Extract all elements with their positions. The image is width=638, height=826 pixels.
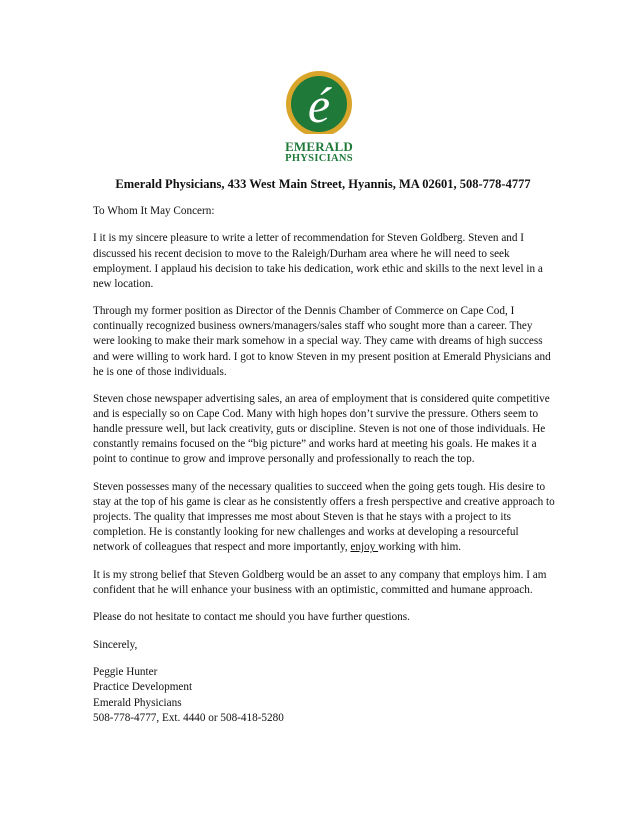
- logo-word-emerald: EMERALD: [285, 139, 353, 154]
- paragraph-4-end: working with him.: [378, 541, 462, 554]
- paragraph-3: Steven chose newspaper advertising sales, an area of employment that is considered quite competitive and is especially so on Cape Cod. Many with high hopes don’t survive the pressure. Others seem to handle pressure well, but lack creativity, guts or discipline. Steven is not one of those individuals. He constantly remains focused on the “big picture” and works hard at meeting his goals. He makes it a point to continue to grow and improve personally and professionally to reach the top.: [93, 393, 550, 466]
- paragraph-6: Please do not hesitate to contact me should you have further questions.: [93, 611, 410, 624]
- signature-organization: Emerald Physicians: [93, 696, 182, 709]
- underlined-word: enjoy: [350, 541, 379, 554]
- signature-name: Peggie Hunter: [93, 666, 158, 679]
- signature-phone: 508-778-4777, Ext. 4440 or 508-418-5280: [93, 711, 284, 724]
- paragraph-2: Through my former position as Director of the Dennis Chamber of Commerce on Cape Cod, I continually recognized business owners/managers/sales staff who sought more than a career. They were looking to make their mark somehow in a special way. They came with dreams of high success and were willing to work hard. I got to know Steven in my present position at Emerald Physicians and he is one of those individuals.: [93, 305, 551, 378]
- paragraph-4-text: Steven possesses many of the necessary qualities to succeed when the going gets tough. His desire to stay at the top of his game is clear as he consistently offers a fresh perspective and creative approach to projects. The quality that impresses me most about Steven is that he stays with a project to its completion. He is constantly looking for new challenges and works at developing a resourceful network of colleagues that respect and more importantly,: [93, 480, 555, 554]
- paragraph-1: I it is my sincere pleasure to write a letter of recommendation for Steven Goldberg. Steven and I discussed his recent decision to move to the Raleigh/Durham area where he will need to seek employment. I applaud his decision to take his dedication, work ethic and skills to the next level in a new location.: [93, 232, 543, 290]
- letter-body: [93, 204, 555, 726]
- logo-wordmark: [280, 140, 358, 165]
- logo-word-physicians: PHYSICIANS: [285, 153, 353, 164]
- salutation: To Whom It May Concern:: [93, 205, 215, 217]
- signature-block: [93, 665, 555, 725]
- signature-title: Practice Development: [93, 681, 193, 694]
- logo-initial: é: [307, 77, 331, 133]
- paragraph-4: [93, 480, 555, 555]
- closing: Sincerely,: [93, 638, 138, 651]
- emerald-physicians-logo: [280, 68, 358, 176]
- paragraph-5: It is my strong belief that Steven Goldberg would be an asset to any company that employs him. I am confident that he will enhance your business with an optimistic, committed and humane approach.: [93, 568, 547, 596]
- letterhead-address: Emerald Physicians, 433 West Main Street, Hyannis, MA 02601, 508-778-4777: [115, 177, 531, 191]
